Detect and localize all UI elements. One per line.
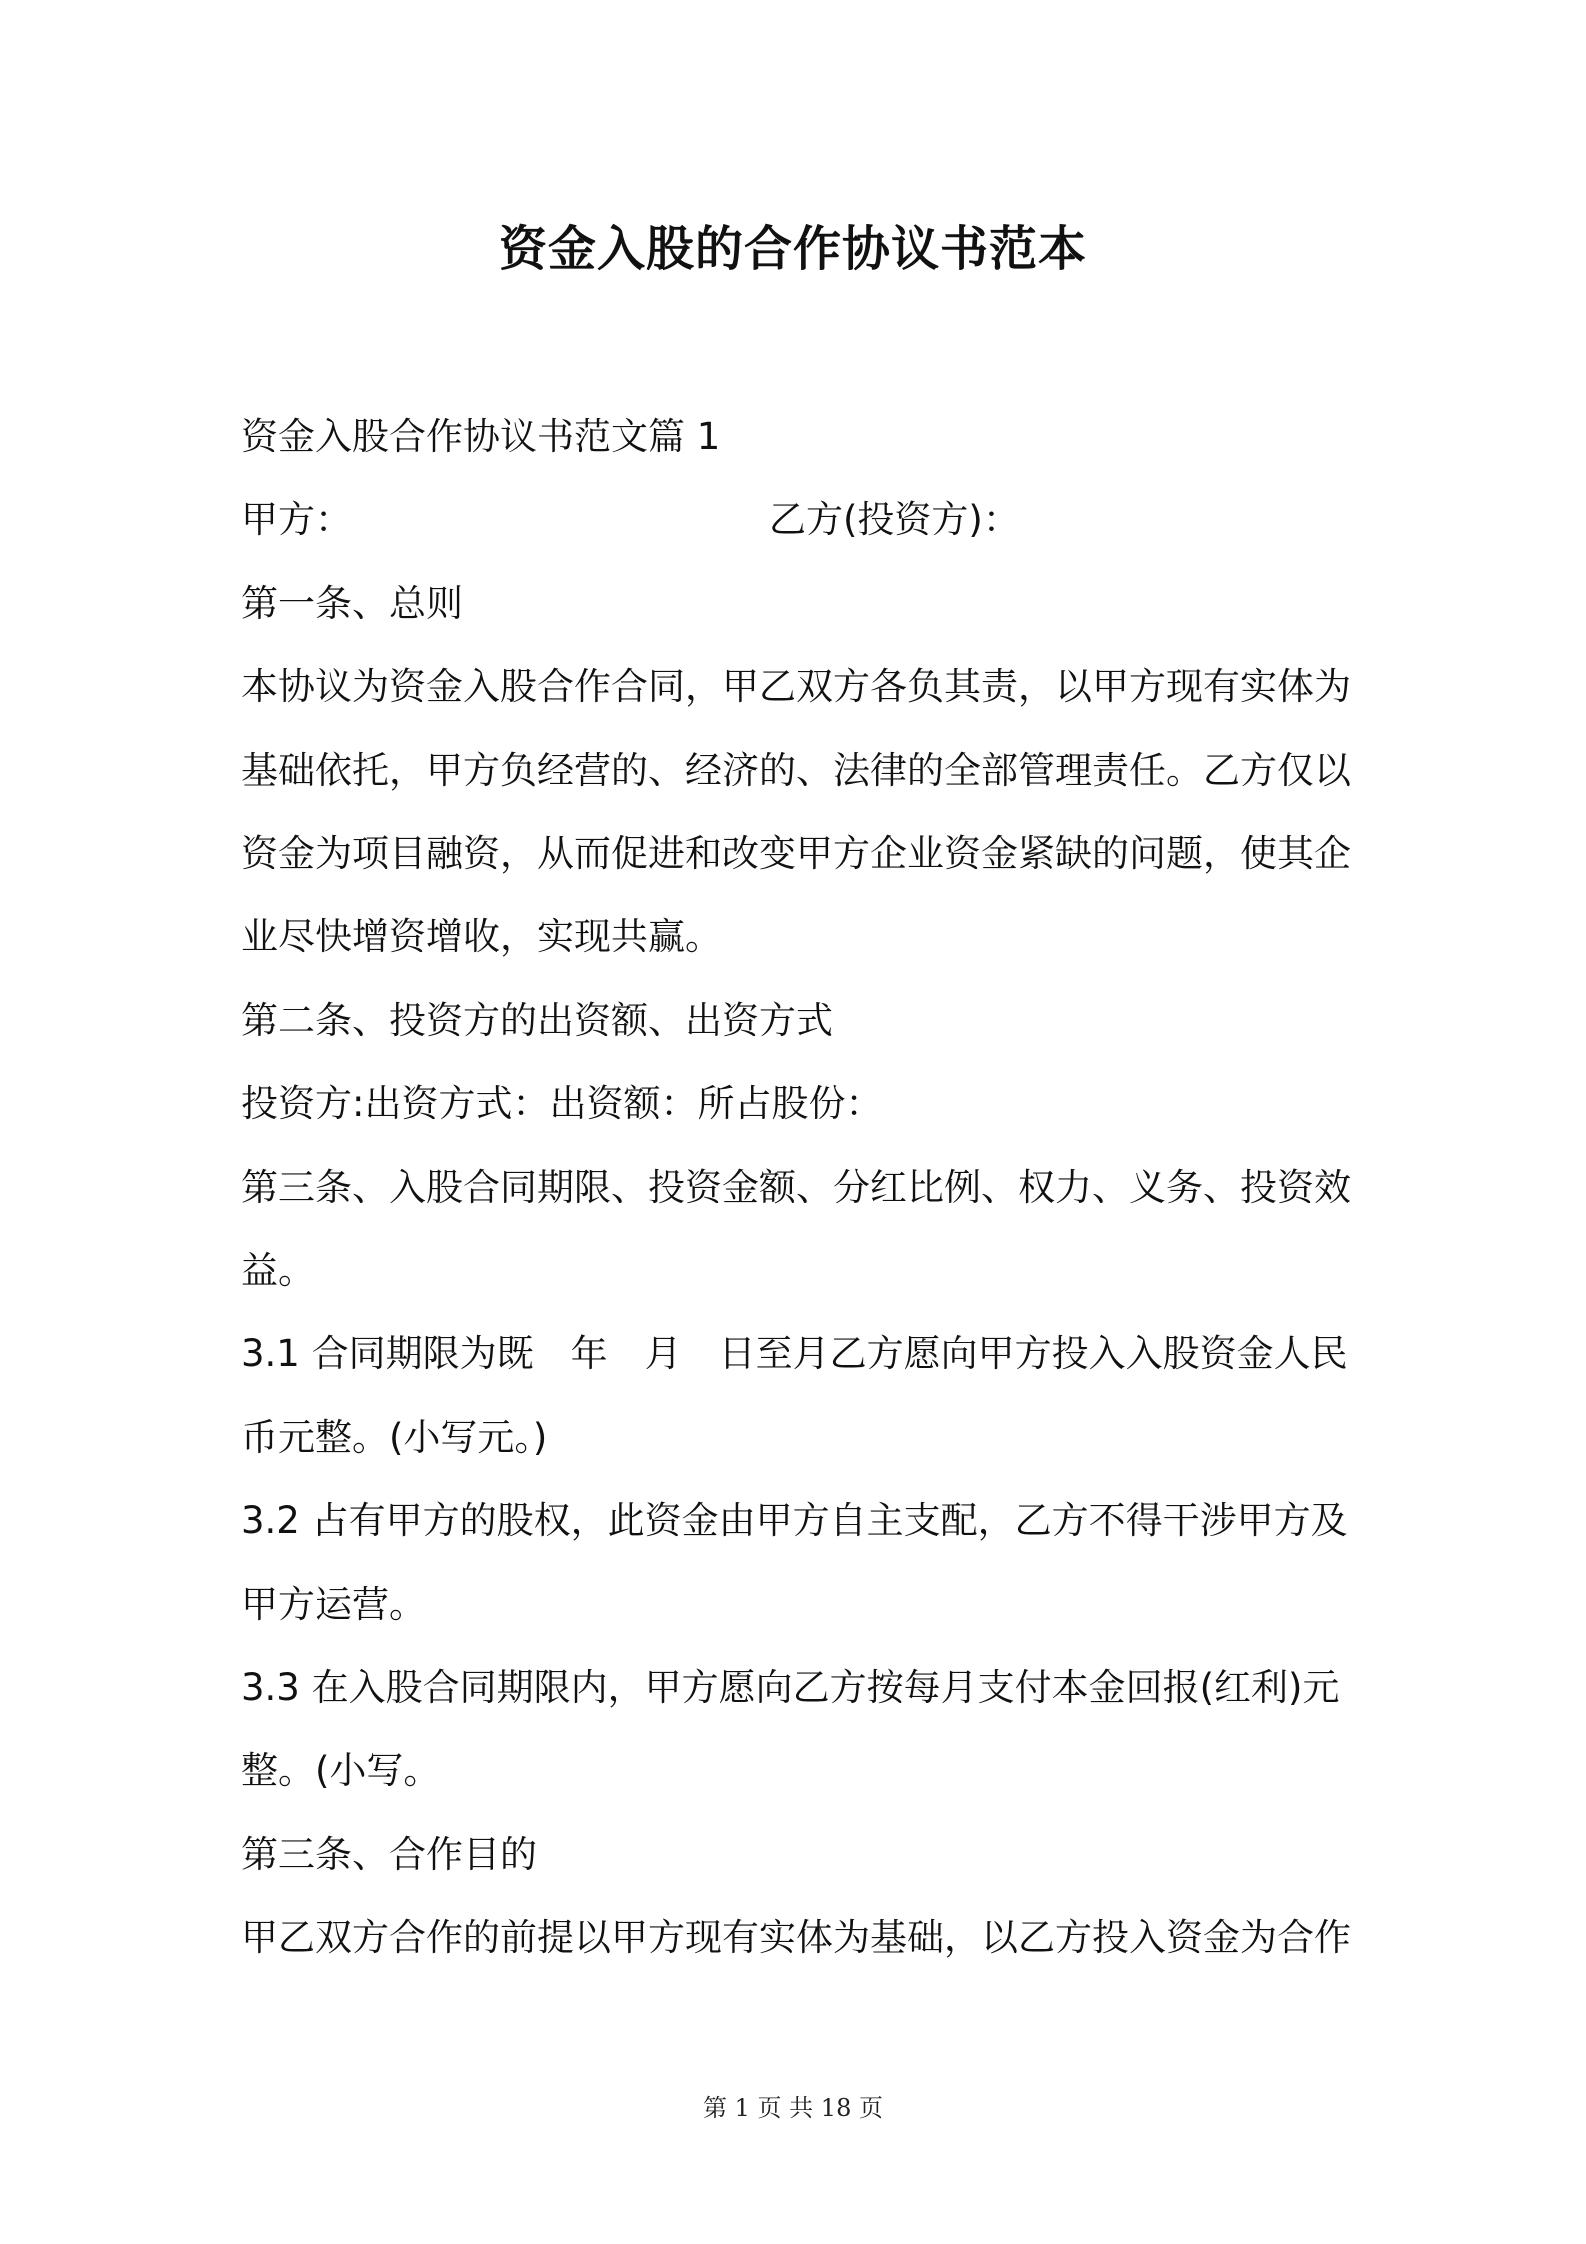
document-body bbox=[241, 395, 1356, 1980]
parties-line bbox=[241, 478, 1356, 561]
article-3-heading: 第三条、入股合同期限、投资金额、分红比例、权力、义务、投资效益。 bbox=[241, 1165, 1351, 1293]
article-1-text: 本协议为资金入股合作合同，甲乙双方各负其责，以甲方现有实体为基础依托，甲方负经营的、经济的、法律的全部管理责任。乙方仅以资金为项目融资，从而促进和改变甲方企业资金紧缺的问题，使其企业尽快增资增收，实现共赢。 bbox=[241, 665, 1351, 959]
article-purpose-text: 甲乙双方合作的前提以甲方现有实体为基础，以乙方投入资金为合作 bbox=[241, 1916, 1351, 1960]
party-a-label: 甲方： bbox=[241, 498, 352, 542]
section-heading: 资金入股合作协议书范文篇 1 bbox=[241, 415, 721, 458]
page-number-footer: 第 1 页 共 18 页 bbox=[703, 2094, 883, 2122]
article-2-text: 投资方:出资方式：出资额：所占股份： bbox=[241, 1082, 883, 1126]
clause-3-2: 3.2 占有甲方的股权，此资金由甲方自主支配，乙方不得干涉甲方及甲方运营。 bbox=[241, 1499, 1348, 1626]
article-2-heading: 第二条、投资方的出资额、出资方式 bbox=[241, 998, 833, 1042]
clause-3-1: 3.1 合同期限为既 年 月 日至月乙方愿向甲方投入入股资金人民币元整。(小写元。) bbox=[241, 1332, 1348, 1459]
party-b-label: 乙方(投资方)： bbox=[769, 498, 1020, 542]
clause-3-3: 3.3 在入股合同期限内，甲方愿向乙方按每月支付本金回报(红利)元整。(小写。 bbox=[241, 1666, 1340, 1793]
article-1-heading: 第一条、总则 bbox=[241, 581, 463, 625]
document-title: 资金入股的合作协议书范本 bbox=[498, 221, 1087, 277]
article-purpose-heading: 第三条、合作目的 bbox=[241, 1832, 537, 1876]
